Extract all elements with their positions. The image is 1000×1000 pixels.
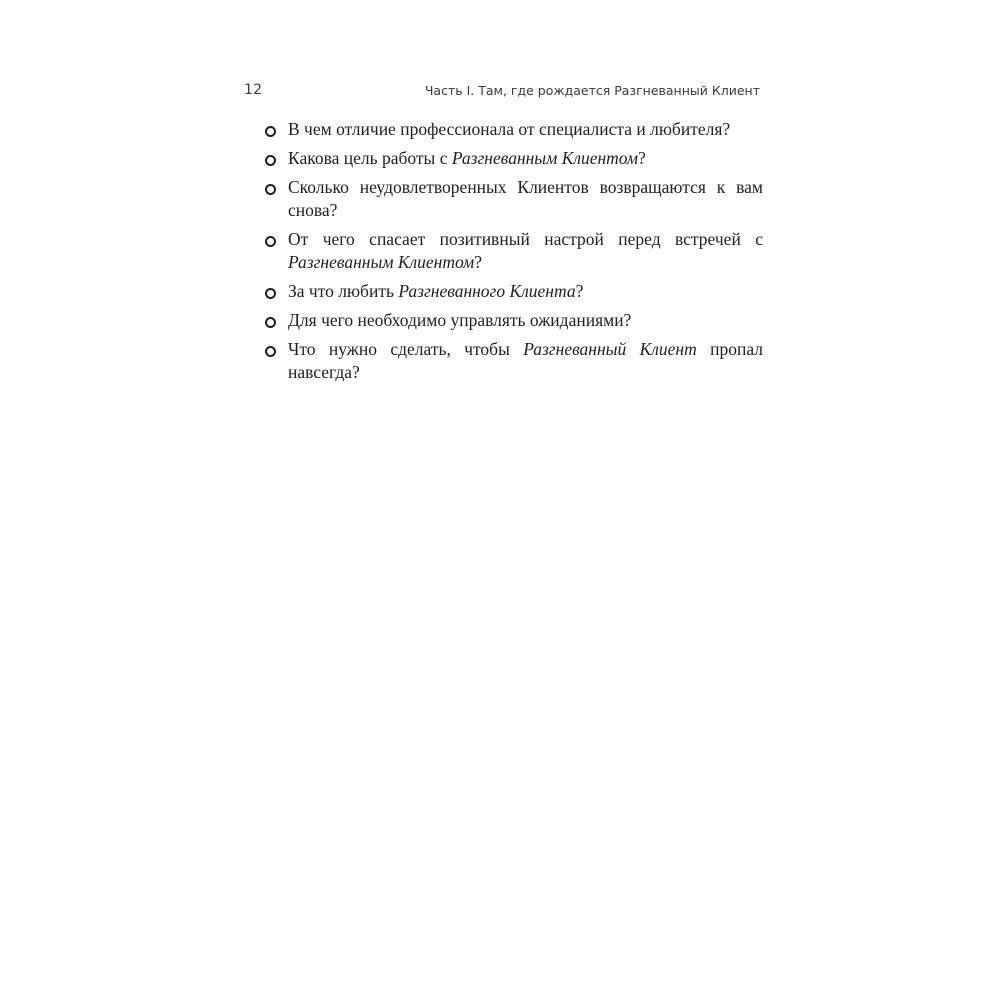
circle-bullet-icon [265,184,276,195]
question-text-italic: Разгневанный Клиент [523,339,697,359]
question-text [288,339,763,382]
question-text-segment: Сколько неудовлетворенных Клиентов возвращаются к вам снова? [288,177,763,220]
question-text-segment: ? [575,281,584,301]
running-title: Часть I. Там, где рождается Разгневанный Клиент [424,83,760,98]
question-text-segment: ? [474,252,482,272]
question-text-segment: Какова цель работы с [288,148,452,168]
question-text-italic: Разгневанным Клиентом [288,252,475,272]
question-item [265,176,763,222]
circle-bullet-icon [265,155,276,166]
question-text [288,119,730,139]
question-item [265,228,763,274]
circle-bullet-icon [265,346,276,357]
question-text [288,177,763,220]
question-text-italic: Разгневанного Клиента [398,281,576,301]
question-item [265,338,763,384]
circle-bullet-icon [265,288,276,299]
question-text-segment: пропал навсегда? [288,339,763,382]
question-item [265,309,763,332]
question-text-segment: Что нужно сделать, чтобы [288,339,524,359]
question-item [265,118,763,141]
question-text-segment: Для чего необходимо управлять ожиданиями? [288,310,632,330]
question-text [288,229,763,272]
question-text-italic: Разгневанным Клиентом [451,148,639,168]
question-item [265,280,763,303]
page-number: 12 [244,82,263,98]
question-text [288,281,583,301]
question-item [265,147,763,170]
question-list [265,118,763,390]
circle-bullet-icon [265,126,276,137]
question-text-segment: От чего спасает позитивный настрой перед встречей с [288,229,763,249]
question-text [288,310,631,330]
running-header [244,82,760,104]
circle-bullet-icon [265,317,276,328]
question-text-segment: В чем отличие профессионала от специалиста и любителя? [288,119,731,139]
question-text-segment: За что любить [288,281,399,301]
circle-bullet-icon [265,236,276,247]
question-text-segment: ? [638,148,646,168]
question-text [288,148,646,168]
